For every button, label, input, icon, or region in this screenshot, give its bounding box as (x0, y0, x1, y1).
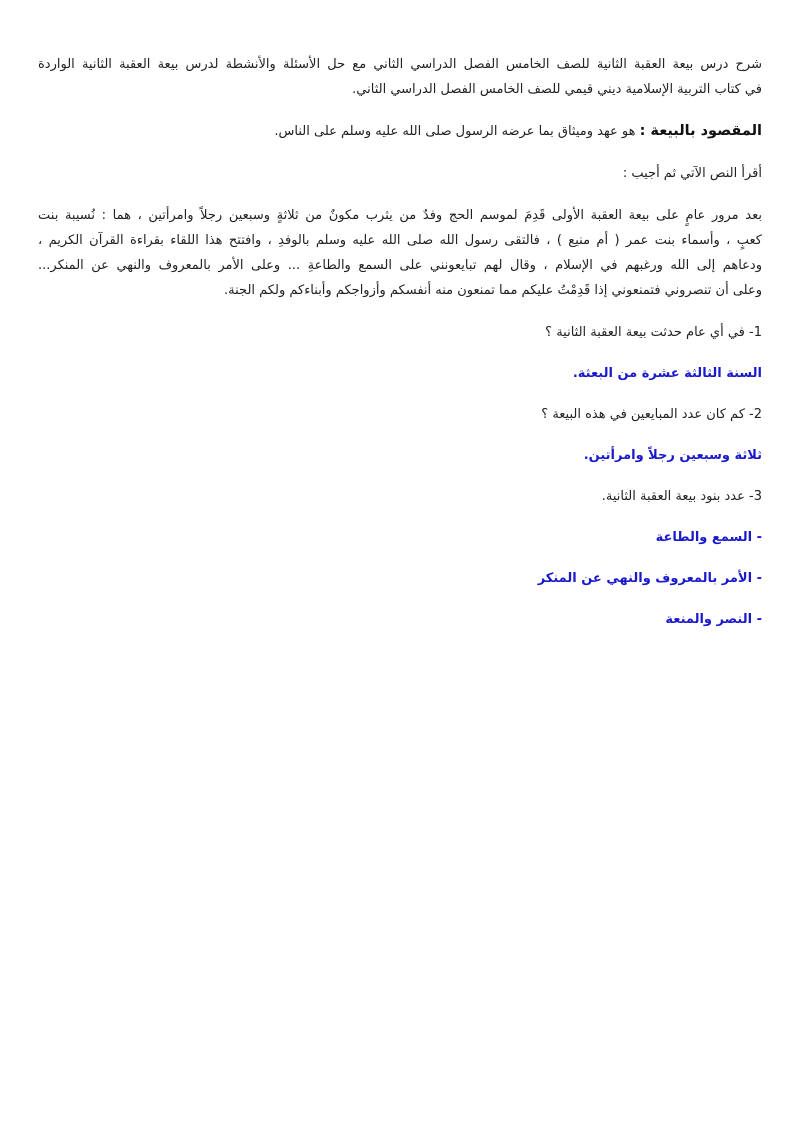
passage-line: كعبٍ ، وأسماء بنت عمر ( أم منيع ) ، فالتقى رسول الله صلى الله عليه وسلم بالوفدِ ، وافتتح هذا اللقاء بقراءة القرآن الكريم ، (38, 233, 762, 248)
answer-2: ثلاثة وسبعين رجلاً وامرأتين. (583, 448, 762, 463)
answer-1: السنة الثالثة عشرة من البعثة. (572, 366, 762, 381)
intro-line: شرح درس بيعة العقبة الثانية للصف الخامس الفصل الدراسي الثاني مع حل الأسئلة والأنشطة لدرس بيعة العقبة الثانية الواردة (38, 57, 762, 72)
passage (38, 203, 762, 303)
question-1: 1- في أي عام حدثت بيعة العقبة الثانية ؟ (545, 325, 762, 340)
definition-text: هو عهد وميثاق بما عرضه الرسول صلى الله عليه وسلم على الناس. (274, 124, 640, 139)
intro-line: في كتاب التربية الإسلامية ديني قيمي للصف الخامس الفصل الدراسي الثاني. (352, 82, 762, 97)
passage-line: وعلى أن تنصروني فتمنعوني إذا قَدِمْتُ عليكم مما تمنعون منه أنفسكم وأزواجكم وأبناءكم ولكم الجنة. (224, 283, 762, 298)
answer-3-item: - السمع والطاعة (655, 530, 762, 545)
document-page (38, 52, 762, 648)
definition-term: المقصود بالبيعة : (639, 123, 762, 139)
question-2: 2- كم كان عدد المبايعين في هذه البيعة ؟ (541, 407, 762, 422)
instruction: أقرأ النص الآتي ثم أجيب : (622, 166, 762, 181)
passage-line: بعد مرور عامٍ على بيعة العقبة الأولى قَدِمَ لموسم الحج وفدٌ من يثرب مكونٌ من ثلاثةٍ وسبعين رجلاً وامرأتين ، هما : نُسيبة بنت (38, 208, 762, 223)
passage-line: ودعاهم إلى الله ورغبهم في الإسلام ، وقال لهم تبايعونني على السمع والطاعةِ ... وعلى الأمر بالمعروف والنهي عن المنكر... (38, 258, 762, 273)
answer-3-item: - الأمر بالمعروف والنهي عن المنكر (537, 571, 762, 586)
definition (38, 119, 762, 144)
intro-paragraph (38, 52, 762, 102)
answer-3-item: - النصر والمنعة (665, 612, 762, 627)
question-3: 3- عدد بنود بيعة العقبة الثانية. (601, 489, 762, 504)
